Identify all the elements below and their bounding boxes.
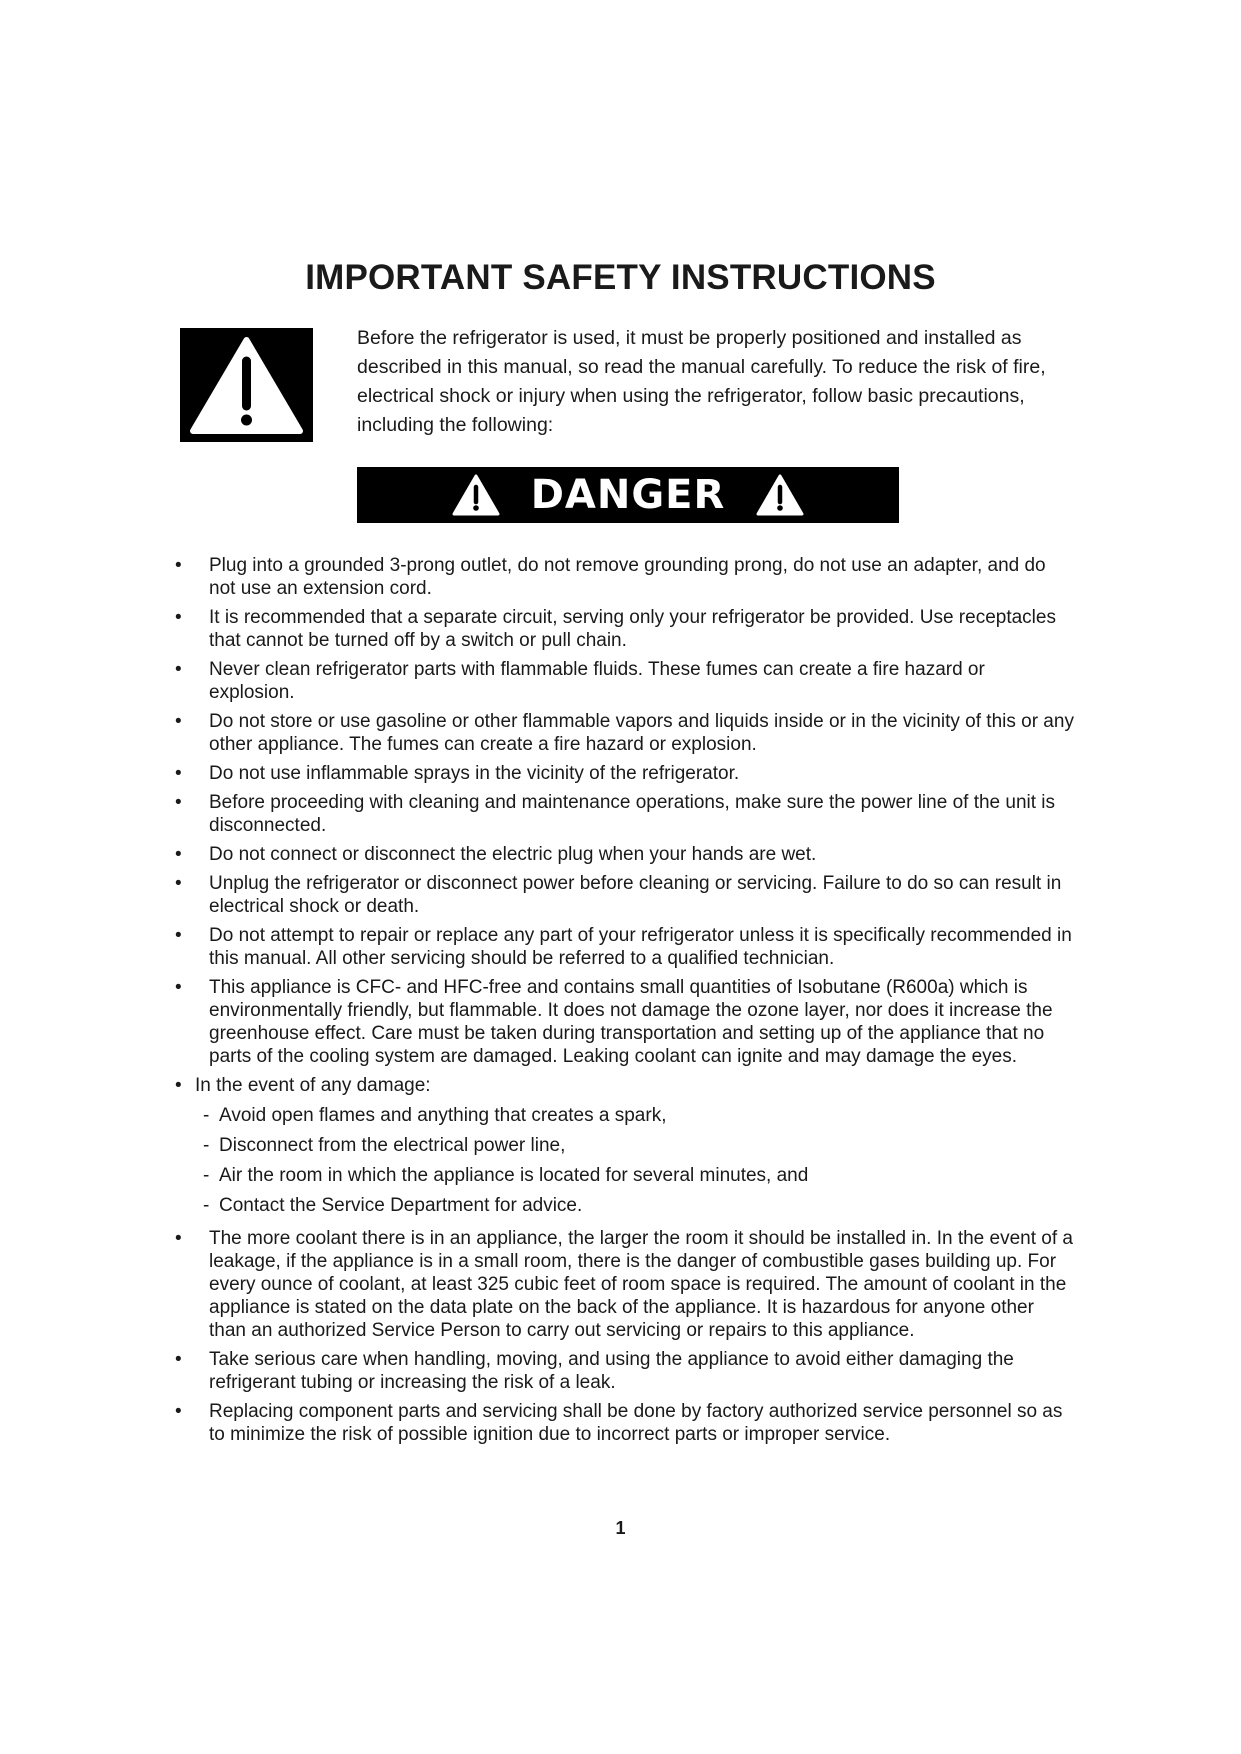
list-item: • Do not attempt to repair or replace any part of your refrigerator unless it is specifically recommended in this manual. All other servicing should be referred to a qualified technician. <box>175 924 1075 970</box>
list-item: • Do not connect or disconnect the electric plug when your hands are wet. <box>175 843 1075 866</box>
danger-label: DANGER <box>530 472 726 518</box>
page-title: IMPORTANT SAFETY INSTRUCTIONS <box>305 258 936 297</box>
warning-triangle-icon <box>180 328 313 442</box>
warning-triangle-icon <box>451 473 501 517</box>
list-item: • Before proceeding with cleaning and maintenance operations, make sure the power line of the unit is disconnected. <box>175 791 1075 837</box>
list-item: • Do not use inflammable sprays in the vicinity of the refrigerator. <box>175 762 1075 785</box>
damage-step: - Contact the Service Department for advice. <box>201 1191 1075 1221</box>
safety-instruction-list <box>175 554 1075 1452</box>
intro-paragraph: Before the refrigerator is used, it must be properly positioned and installed as described in this manual, so read the manual carefully. To reduce the risk of fire, electrical shock or injury when using the refrigerator, follow basic precautions, including the following: <box>357 327 1046 436</box>
damage-step: - Disconnect from the electrical power line, <box>201 1131 1075 1161</box>
list-item: • The more coolant there is in an appliance, the larger the room it should be installed in. In the event of a leakage, if the appliance is in a small room, there is the danger of combustible gases building up. For every ounce of coolant, at least 325 cubic feet of room space is required. The amount of coolant in the appliance is stated on the data plate on the back of the appliance. It is hazardous for anyone other than an authorized Service Person to carry out servicing or repairs to this appliance. <box>175 1227 1075 1342</box>
damage-list-item <box>175 1074 1075 1221</box>
list-item: • Take serious care when handling, moving, and using the appliance to avoid either damaging the refrigerant tubing or increasing the risk of a leak. <box>175 1348 1075 1394</box>
list-item: • Unplug the refrigerator or disconnect power before cleaning or servicing. Failure to do so can result in electrical shock or death. <box>175 872 1075 918</box>
list-item: • Do not store or use gasoline or other flammable vapors and liquids inside or in the vicinity of this or any other appliance. The fumes can create a fire hazard or explosion. <box>175 710 1075 756</box>
list-item: • Never clean refrigerator parts with flammable fluids. These fumes can create a fire hazard or explosion. <box>175 658 1075 704</box>
list-item: • Replacing component parts and servicing shall be done by factory authorized service personnel so as to minimize the risk of possible ignition due to incorrect parts or improper service. <box>175 1400 1075 1446</box>
danger-banner <box>357 467 899 523</box>
list-item: • Plug into a grounded 3-prong outlet, do not remove grounding prong, do not use an adapter, and do not use an extension cord. <box>175 554 1075 600</box>
damage-step: - Avoid open flames and anything that creates a spark, <box>201 1101 1075 1131</box>
list-item: • This appliance is CFC- and HFC-free and contains small quantities of Isobutane (R600a) which is environmentally friendly, but flammable. It does not damage the ozone layer, nor does it increase the greenhouse effect. Care must be taken during transportation and setting up of the appliance that no parts of the cooling system are damaged. Leaking coolant can ignite and may damage the eyes. <box>175 976 1075 1068</box>
page-number: 1 <box>615 1518 626 1538</box>
damage-heading: In the event of any damage: <box>195 1075 431 1096</box>
list-item: • It is recommended that a separate circuit, serving only your refrigerator be provided. Use receptacles that cannot be turned off by a switch or pull chain. <box>175 606 1075 652</box>
damage-step: - Air the room in which the appliance is located for several minutes, and <box>201 1161 1075 1191</box>
damage-steps-list <box>195 1101 1075 1221</box>
warning-triangle-icon <box>755 473 805 517</box>
